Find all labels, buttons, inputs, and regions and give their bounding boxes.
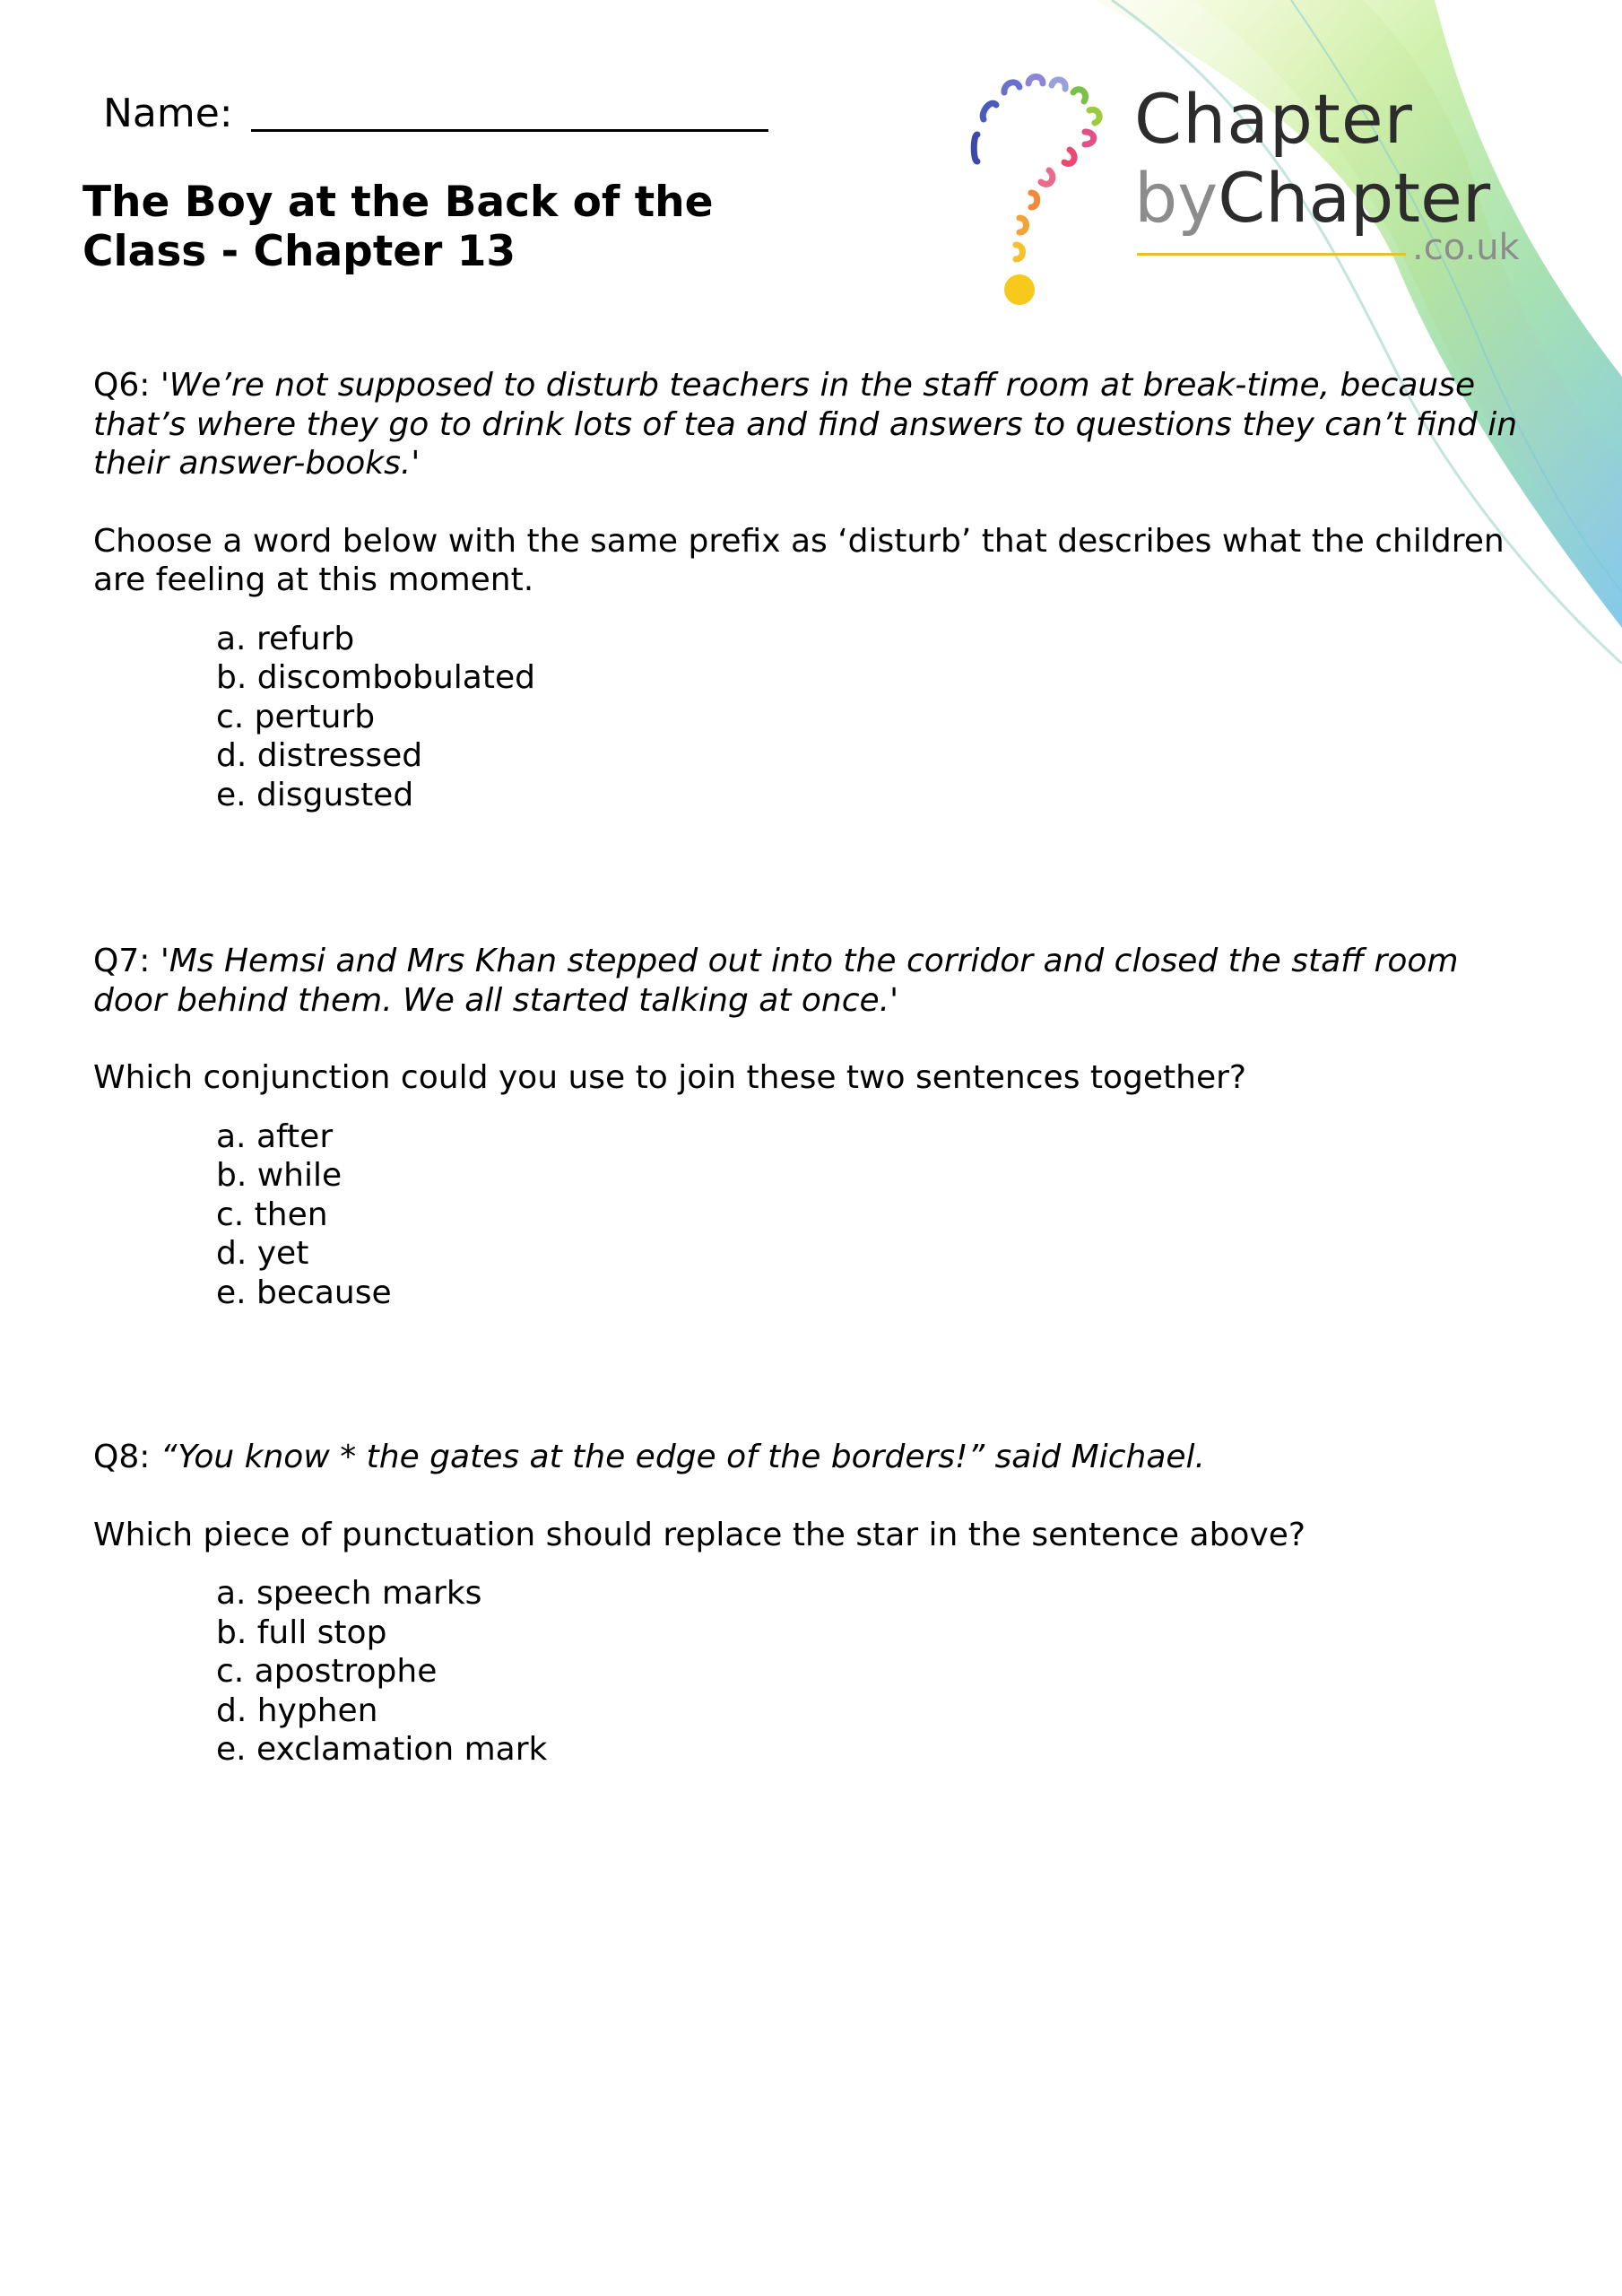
answer-option: e. disgusted xyxy=(216,776,414,813)
answer-option: d. yet xyxy=(216,1235,309,1272)
name-label: Name: xyxy=(103,91,233,136)
question-prompt: Which conjunction could you use to join these two sentences together? xyxy=(93,1059,1247,1096)
answer-option: a. after xyxy=(216,1118,334,1155)
question-quote xyxy=(93,942,1528,1020)
question-q7 xyxy=(93,942,1528,1312)
question-label: Q6: xyxy=(93,367,151,404)
question-q6 xyxy=(93,366,1528,814)
answer-option: a. refurb xyxy=(216,620,355,657)
question-quote xyxy=(93,1438,1528,1477)
question-prompt: Which piece of punctuation should replace the star in the sentence above? xyxy=(93,1516,1306,1553)
answer-option: e. exclamation mark xyxy=(216,1731,548,1768)
name-field-line[interactable] xyxy=(251,128,768,132)
answer-options xyxy=(216,620,1528,815)
answer-options xyxy=(216,1118,1528,1313)
answer-option: d. distressed xyxy=(216,737,423,774)
answer-option: a. speech marks xyxy=(216,1575,482,1612)
answer-options xyxy=(216,1574,1528,1770)
worksheet-title: The Boy at the Back of the Class - Chapter 13 xyxy=(82,178,714,276)
quote-text: 'Ms Hemsi and Mrs Khan stepped out into the corridor and closed the staff room door behind them. We all started talking at once.' xyxy=(93,943,1459,1019)
question-label: Q8: xyxy=(93,1439,151,1475)
logo-domain: .co.uk xyxy=(1412,227,1520,268)
questions-section xyxy=(93,366,1528,1770)
logo-wordmark-chapter: Chapter xyxy=(1134,79,1413,159)
answer-option: c. apostrophe xyxy=(216,1653,438,1690)
answer-option: b. discombobulated xyxy=(216,659,535,696)
question-prompt: Choose a word below with the same prefix as ‘disturb’ that describes what the children are feeling at this moment. xyxy=(93,522,1505,598)
logo-wordmark-by: by xyxy=(1134,158,1219,238)
question-label: Q7: xyxy=(93,943,151,979)
books-question-mark-icon xyxy=(964,49,1125,309)
answer-option: d. hyphen xyxy=(216,1692,378,1729)
answer-option: e. because xyxy=(216,1274,392,1311)
question-quote xyxy=(93,366,1528,483)
name-row xyxy=(103,91,768,136)
answer-option: b. full stop xyxy=(216,1613,387,1651)
question-q8 xyxy=(93,1438,1528,1770)
quote-text: 'We’re not supposed to disturb teachers in the staff room at break-time, because that’s where they go to drink lots of tea and find answers to questions they can’t find in their answer-books.' xyxy=(93,367,1518,482)
logo-wordmark-by-chapter xyxy=(1134,158,1491,238)
quote-text: “You know * the gates at the edge of the borders!” said Michael. xyxy=(160,1439,1205,1475)
logo-wordmark-chapter-2: Chapter xyxy=(1218,158,1491,238)
answer-option: c. perturb xyxy=(216,698,376,735)
answer-option: c. then xyxy=(216,1196,328,1233)
answer-option: b. while xyxy=(216,1157,343,1194)
logo-underline xyxy=(1137,253,1406,256)
